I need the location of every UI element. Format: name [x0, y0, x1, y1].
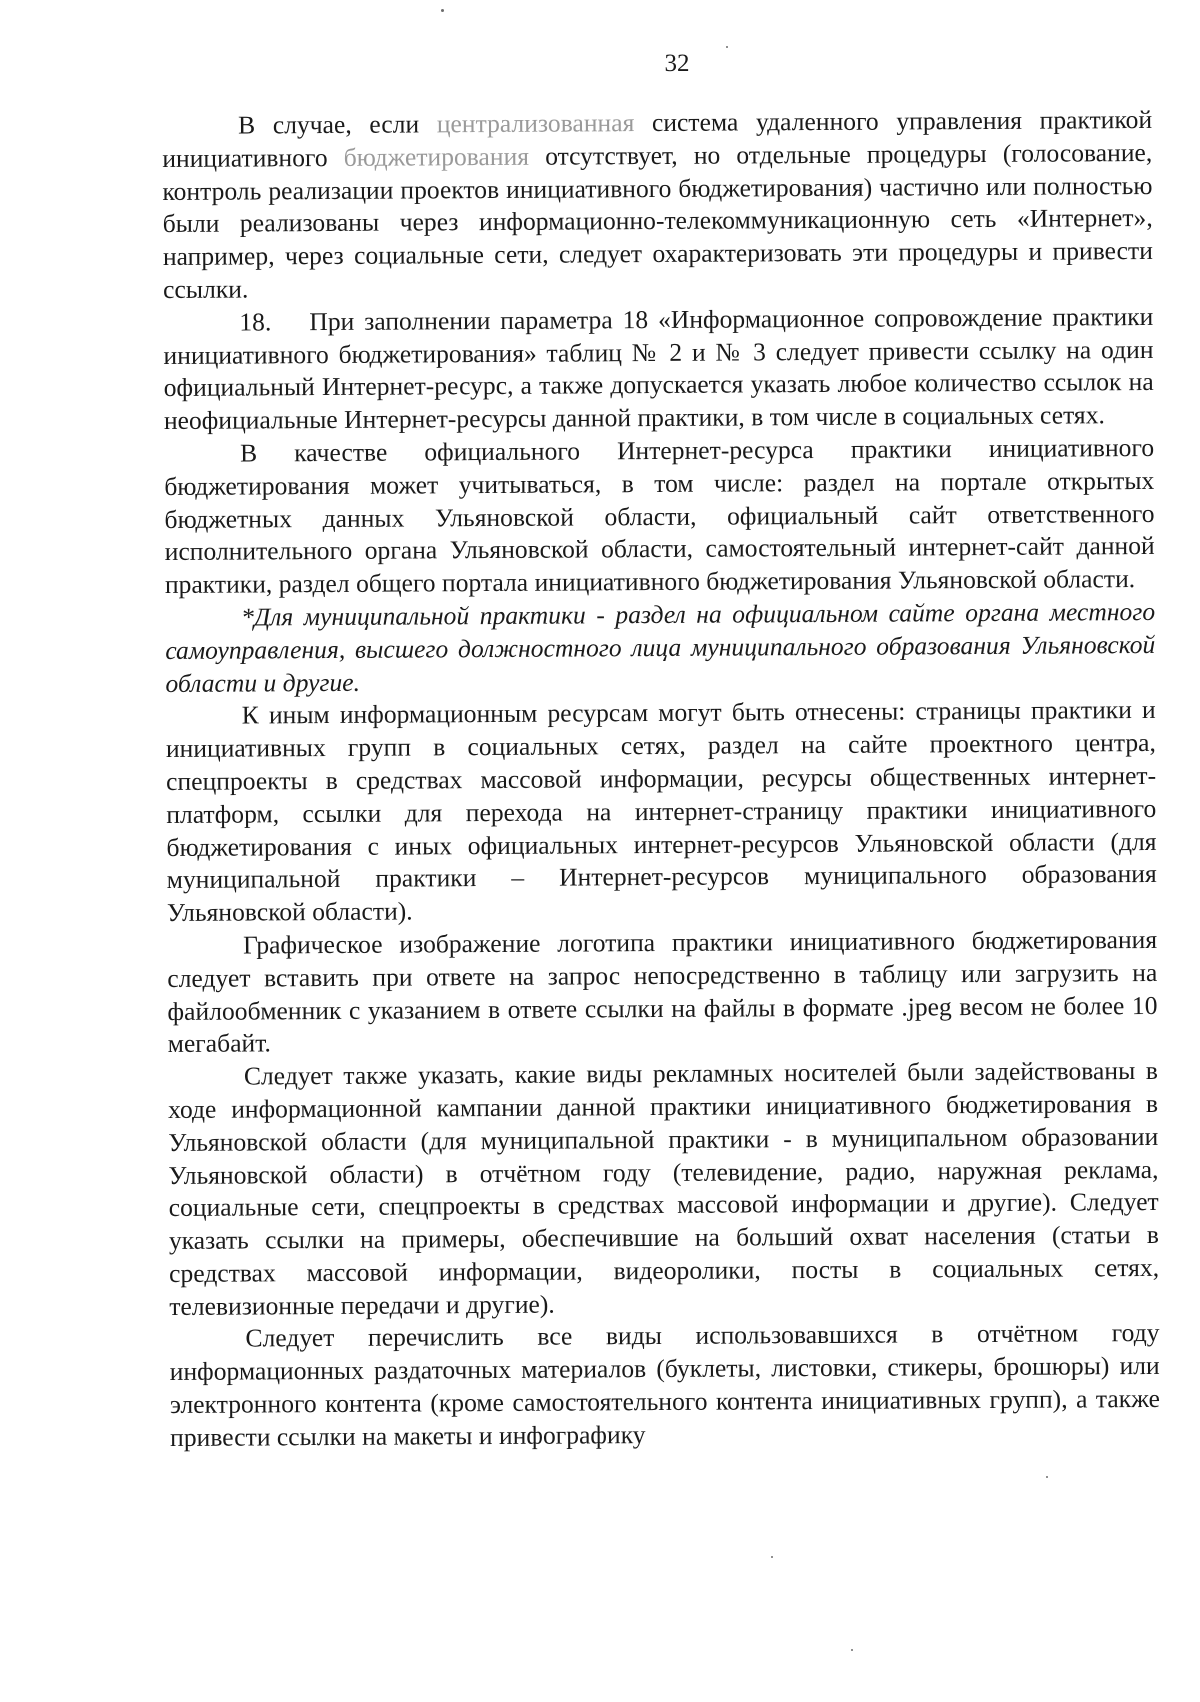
paragraph-text-segment: отсутствует, но отдельные процедуры (голосование, контроль реализации проектов инициативного бюджетирования) частично или полностью были реализованы через информационно-телекоммуникационную сеть «Интернет», например, через социальные сети, следует охарактеризовать эти процедуры и привести ссылки. [162, 137, 1153, 304]
paragraph-handout-materials: Следует перечислить все виды использовавшихся в отчётном году информационных раздаточных материалов (буклеты, листовки, стикеры, брошюры) или электронного контента (кроме самостоятельного контента инициативных групп), а также привести ссылки на макеты и инфографику [169, 1318, 1160, 1452]
paragraph-other-resources: К иным информационным ресурсам могут быть отнесены: страницы практики и инициативных групп в социальных сетях, раздел на сайте проектного центра, спецпроекты в средствах массовой информации, ресурсы общественных интернет-платформ, ссылки для перехода на интернет-страницу практики инициативного бюджетирования с иных официальных интернет-ресурсов Ульяновской области (для муниципальной практики – Интернет-ресурсов муниципального образования Ульяновской области). [165, 695, 1157, 928]
paragraph-remote-management [162, 104, 1153, 307]
item-number: 18. [239, 307, 272, 337]
paragraph-item-18 [163, 301, 1154, 438]
scan-speck [851, 1649, 853, 1651]
paragraph-logo-image: Графическое изображение логотипа практики инициативного бюджетирования следует вставить при ответе на запрос непосредственно в таблицу или загрузить на файлообменник с указанием в ответе ссылки на файлы в формате .jpeg весом не более 10 мегабайт. [167, 924, 1158, 1059]
page-number: 32 [664, 50, 690, 77]
paragraph-text: При заполнении параметра 18 «Информационное сопровождение практики инициативного бюджетирования» таблиц № 2 и № 3 следует привести ссылку на один официальный Интернет-ресурс, а также допускается указать любое количество ссылок на неофициальные Интернет-ресурсы данной практики, в том числе в социальных сетях. [163, 301, 1154, 436]
paragraph-municipal-note: *Для муниципальной практики - раздел на официальном сайте органа местного самоуправления, высшего должностного лица муниципального образования Ульяновской области и другие. [165, 596, 1156, 698]
document-body [162, 104, 1160, 1455]
faded-text-segment: бюджетирования [343, 141, 530, 172]
paragraph-text-segment: В случае, если [238, 109, 437, 140]
faded-text-segment: централизованная [436, 108, 635, 139]
paragraph-text-segment: система удаленного управления практикой инициативного [162, 104, 1153, 173]
scan-speck [771, 1556, 773, 1558]
scan-speck [441, 9, 444, 12]
scan-speck [1046, 1476, 1048, 1478]
scan-speck [726, 46, 728, 48]
paragraph-advertising-media: Следует также указать, какие виды рекламных носителей были задействованы в ходе информационной кампании данной практики инициативного бюджетирования в Ульяновской области (для муниципальной практики - в муниципальном образовании Ульяновской области) в отчётном году (телевидение, радио, наружная реклама, социальные сети, спецпроекты в средствах массовой информации и другие). Следует указать ссылки на примеры, обеспечившие на больший охват населения (статьи в средствах массовой информации, видеоролики, посты в социальных сетях, телевизионные передачи и другие). [168, 1056, 1160, 1321]
paragraph-official-resource: В качестве официального Интернет-ресурса практики инициативного бюджетирования может учитываться, в том числе: раздел на портале открытых бюджетных данных Ульяновской области, официальный сайт ответственного исполнительного органа Ульяновской области, самостоятельный интернет-сайт данной практики, раздел общего портала инициативного бюджетирования Ульяновской области. [164, 432, 1155, 600]
